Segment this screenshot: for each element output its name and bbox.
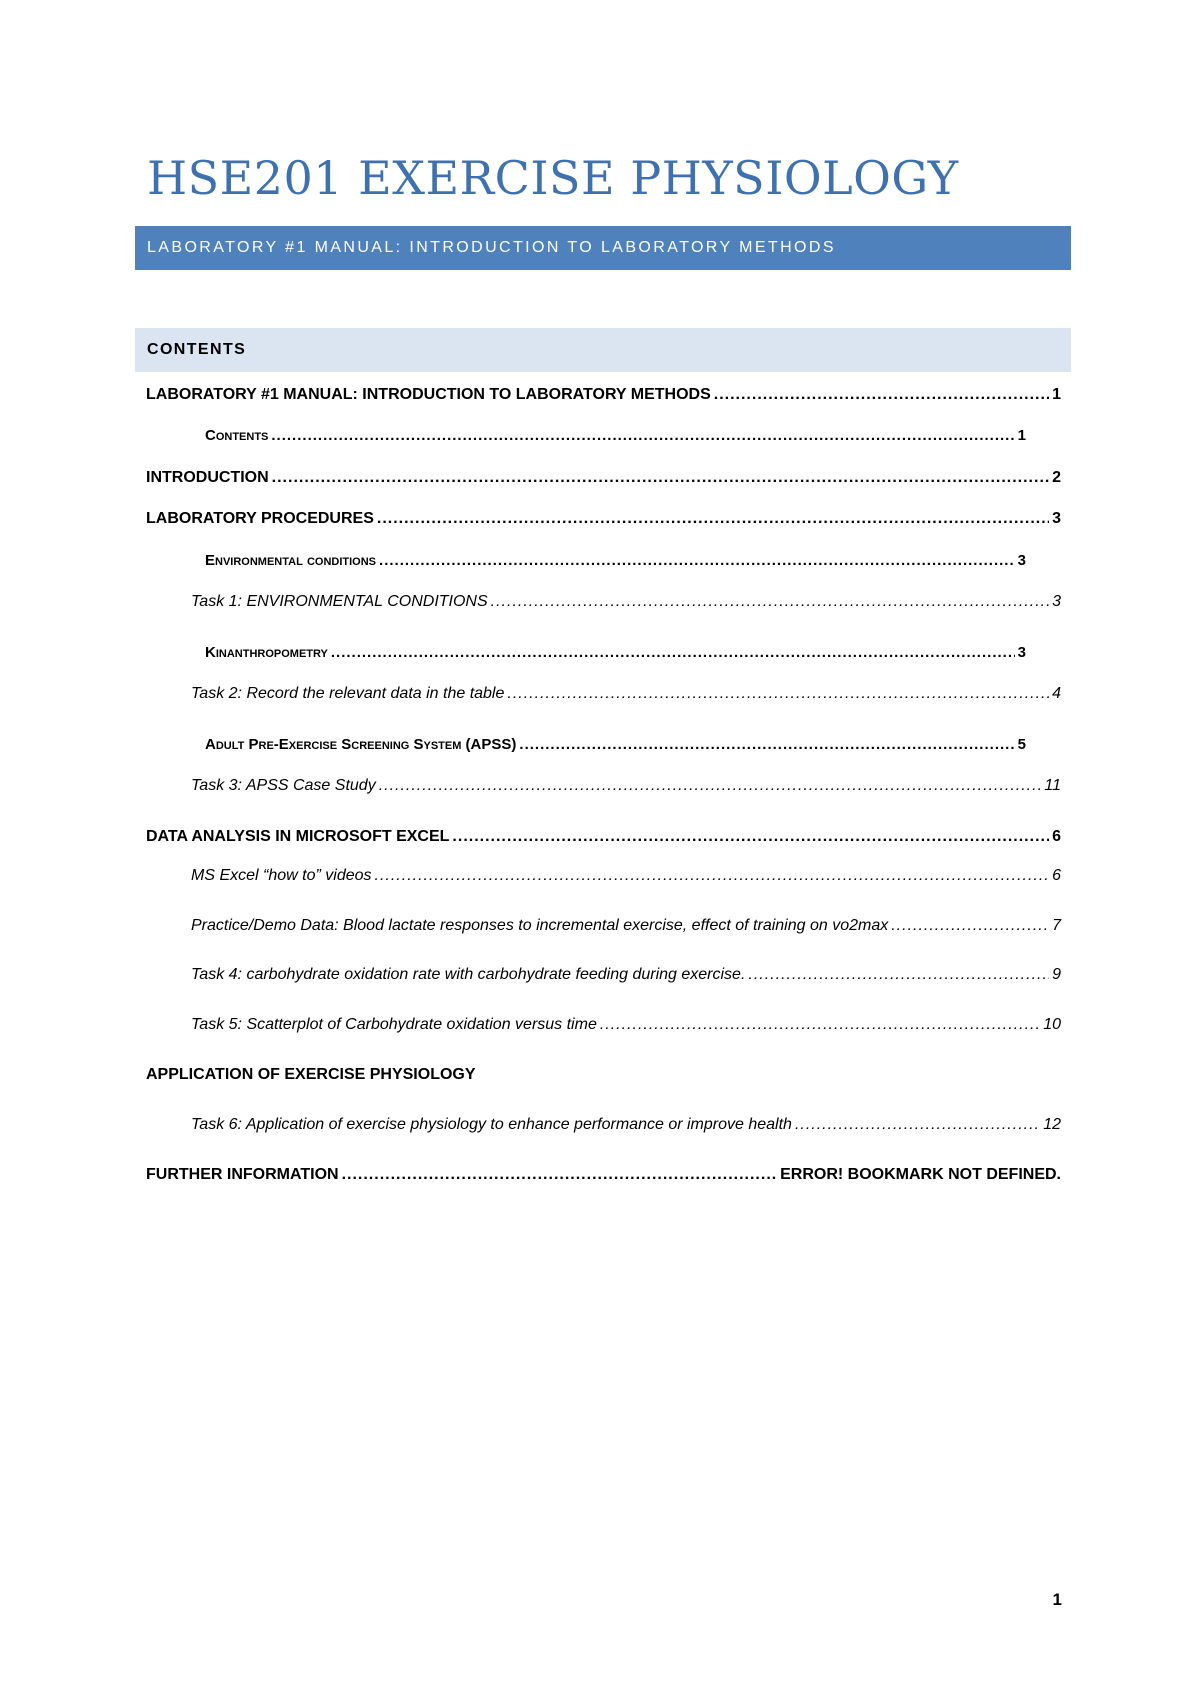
- toc-entry-page: 10: [1043, 1016, 1061, 1033]
- toc-entry-task-1[interactable]: [191, 591, 1061, 613]
- toc-dot-leader: [377, 508, 1049, 530]
- toc-entry-label: FURTHER INFORMATION: [146, 1166, 339, 1183]
- toc-entry-page: 6: [1052, 828, 1061, 845]
- toc-entry-page: 6: [1052, 867, 1061, 884]
- toc-dot-leader: [748, 964, 1049, 986]
- toc-dot-leader: [519, 734, 1014, 756]
- toc-dot-leader: [331, 642, 1015, 664]
- toc-entry-page: 2: [1052, 469, 1061, 486]
- toc-entry-label: LABORATORY PROCEDURES: [146, 510, 374, 527]
- toc-dot-leader: [272, 467, 1049, 489]
- toc-entry-label: DATA ANALYSIS IN MICROSOFT EXCEL: [146, 828, 450, 845]
- subtitle-text: LABORATORY #1 MANUAL: INTRODUCTION TO LABORATORY METHODS: [147, 239, 836, 256]
- toc-entry-page: 3: [1017, 552, 1026, 569]
- page-title: HSE201 EXERCISE PHYSIOLOGY: [147, 151, 959, 205]
- toc-entry-task-5[interactable]: [191, 1014, 1061, 1036]
- toc-entry-excel-videos[interactable]: [191, 865, 1061, 887]
- toc-entry-label: MS Excel “how to” videos: [191, 867, 372, 884]
- toc-entry-environmental-conditions[interactable]: [205, 550, 1026, 572]
- toc-dot-leader: [452, 826, 1049, 848]
- toc-entry-page: 7: [1052, 917, 1061, 934]
- contents-banner: [135, 328, 1071, 372]
- toc-entry-page: 4: [1052, 685, 1061, 702]
- toc-entry-task-6[interactable]: [191, 1114, 1061, 1136]
- toc-entry-introduction[interactable]: [146, 467, 1061, 489]
- toc-entry-page: 5: [1017, 736, 1026, 753]
- toc-dot-leader: [891, 915, 1049, 937]
- toc-entry-label: LABORATORY #1 MANUAL: INTRODUCTION TO LABORATORY METHODS: [146, 386, 711, 403]
- toc-dot-leader: [714, 384, 1049, 406]
- toc-entry-label: Task 3: APSS Case Study: [191, 777, 376, 794]
- toc-entry-kinanthropometry[interactable]: [205, 642, 1026, 664]
- page-number: 1: [1052, 1590, 1062, 1609]
- toc-entry-page: 1: [1052, 386, 1061, 403]
- toc-entry-task-4[interactable]: [191, 964, 1061, 986]
- toc-entry-page: 9: [1052, 966, 1061, 983]
- toc-entry-task-3[interactable]: [191, 775, 1061, 797]
- subtitle-banner: [135, 226, 1071, 270]
- toc-entry-laboratory-procedures[interactable]: [146, 508, 1061, 530]
- toc-entry-task-2[interactable]: [191, 683, 1061, 705]
- toc-entry-page: 11: [1044, 777, 1061, 794]
- toc-dot-leader: [600, 1014, 1040, 1036]
- toc-entry-label: Environmental conditions: [205, 552, 377, 569]
- toc-entry-lab-manual[interactable]: [146, 384, 1061, 406]
- toc-dot-leader: [795, 1114, 1040, 1136]
- toc-entry-label: Kinanthropometry: [205, 644, 328, 661]
- toc-dot-leader: [342, 1164, 778, 1186]
- toc-entry-further-information[interactable]: [146, 1164, 1061, 1186]
- toc-dot-leader: [375, 865, 1050, 887]
- toc-dot-leader: [507, 683, 1049, 705]
- toc-entry-label: Task 1: ENVIRONMENTAL CONDITIONS: [191, 593, 488, 610]
- toc-entry-label: Adult Pre-Exercise Screening System (APSS): [205, 736, 517, 753]
- toc-dot-leader: [379, 775, 1042, 797]
- toc-entry-page: 1: [1017, 427, 1026, 444]
- toc-entry-application[interactable]: APPLICATION OF EXERCISE PHYSIOLOGY: [146, 1066, 476, 1083]
- toc-entry-apss[interactable]: [205, 734, 1026, 756]
- toc-entry-label: Practice/Demo Data: Blood lactate responses to incremental exercise, effect of training on vo2max: [191, 917, 889, 934]
- toc-entry-label: INTRODUCTION: [146, 469, 269, 486]
- toc-entry-data-analysis[interactable]: [146, 826, 1061, 848]
- toc-entry-page: 3: [1052, 593, 1061, 610]
- toc-entry-label: Task 4: carbohydrate oxidation rate with carbohydrate feeding during exercise.: [191, 966, 746, 983]
- toc-entry-practice-demo-data[interactable]: [191, 915, 1061, 937]
- toc-entry-label: Task 6: Application of exercise physiology to enhance performance or improve health: [191, 1116, 792, 1133]
- toc-dot-leader: [491, 591, 1049, 613]
- toc-entry-page: 3: [1017, 644, 1026, 661]
- contents-heading: CONTENTS: [147, 341, 247, 358]
- toc-entry-page: 3: [1052, 510, 1061, 527]
- toc-dot-leader: [379, 550, 1015, 572]
- toc-entry-contents[interactable]: [205, 425, 1026, 447]
- toc-entry-label: Task 2: Record the relevant data in the table: [191, 685, 505, 702]
- toc-entry-page: ERROR! BOOKMARK NOT DEFINED.: [780, 1166, 1061, 1183]
- toc-dot-leader: [271, 425, 1014, 447]
- toc-entry-label: Task 5: Scatterplot of Carbohydrate oxidation versus time: [191, 1016, 597, 1033]
- toc-entry-label: Contents: [205, 427, 269, 444]
- toc-entry-page: 12: [1043, 1116, 1061, 1133]
